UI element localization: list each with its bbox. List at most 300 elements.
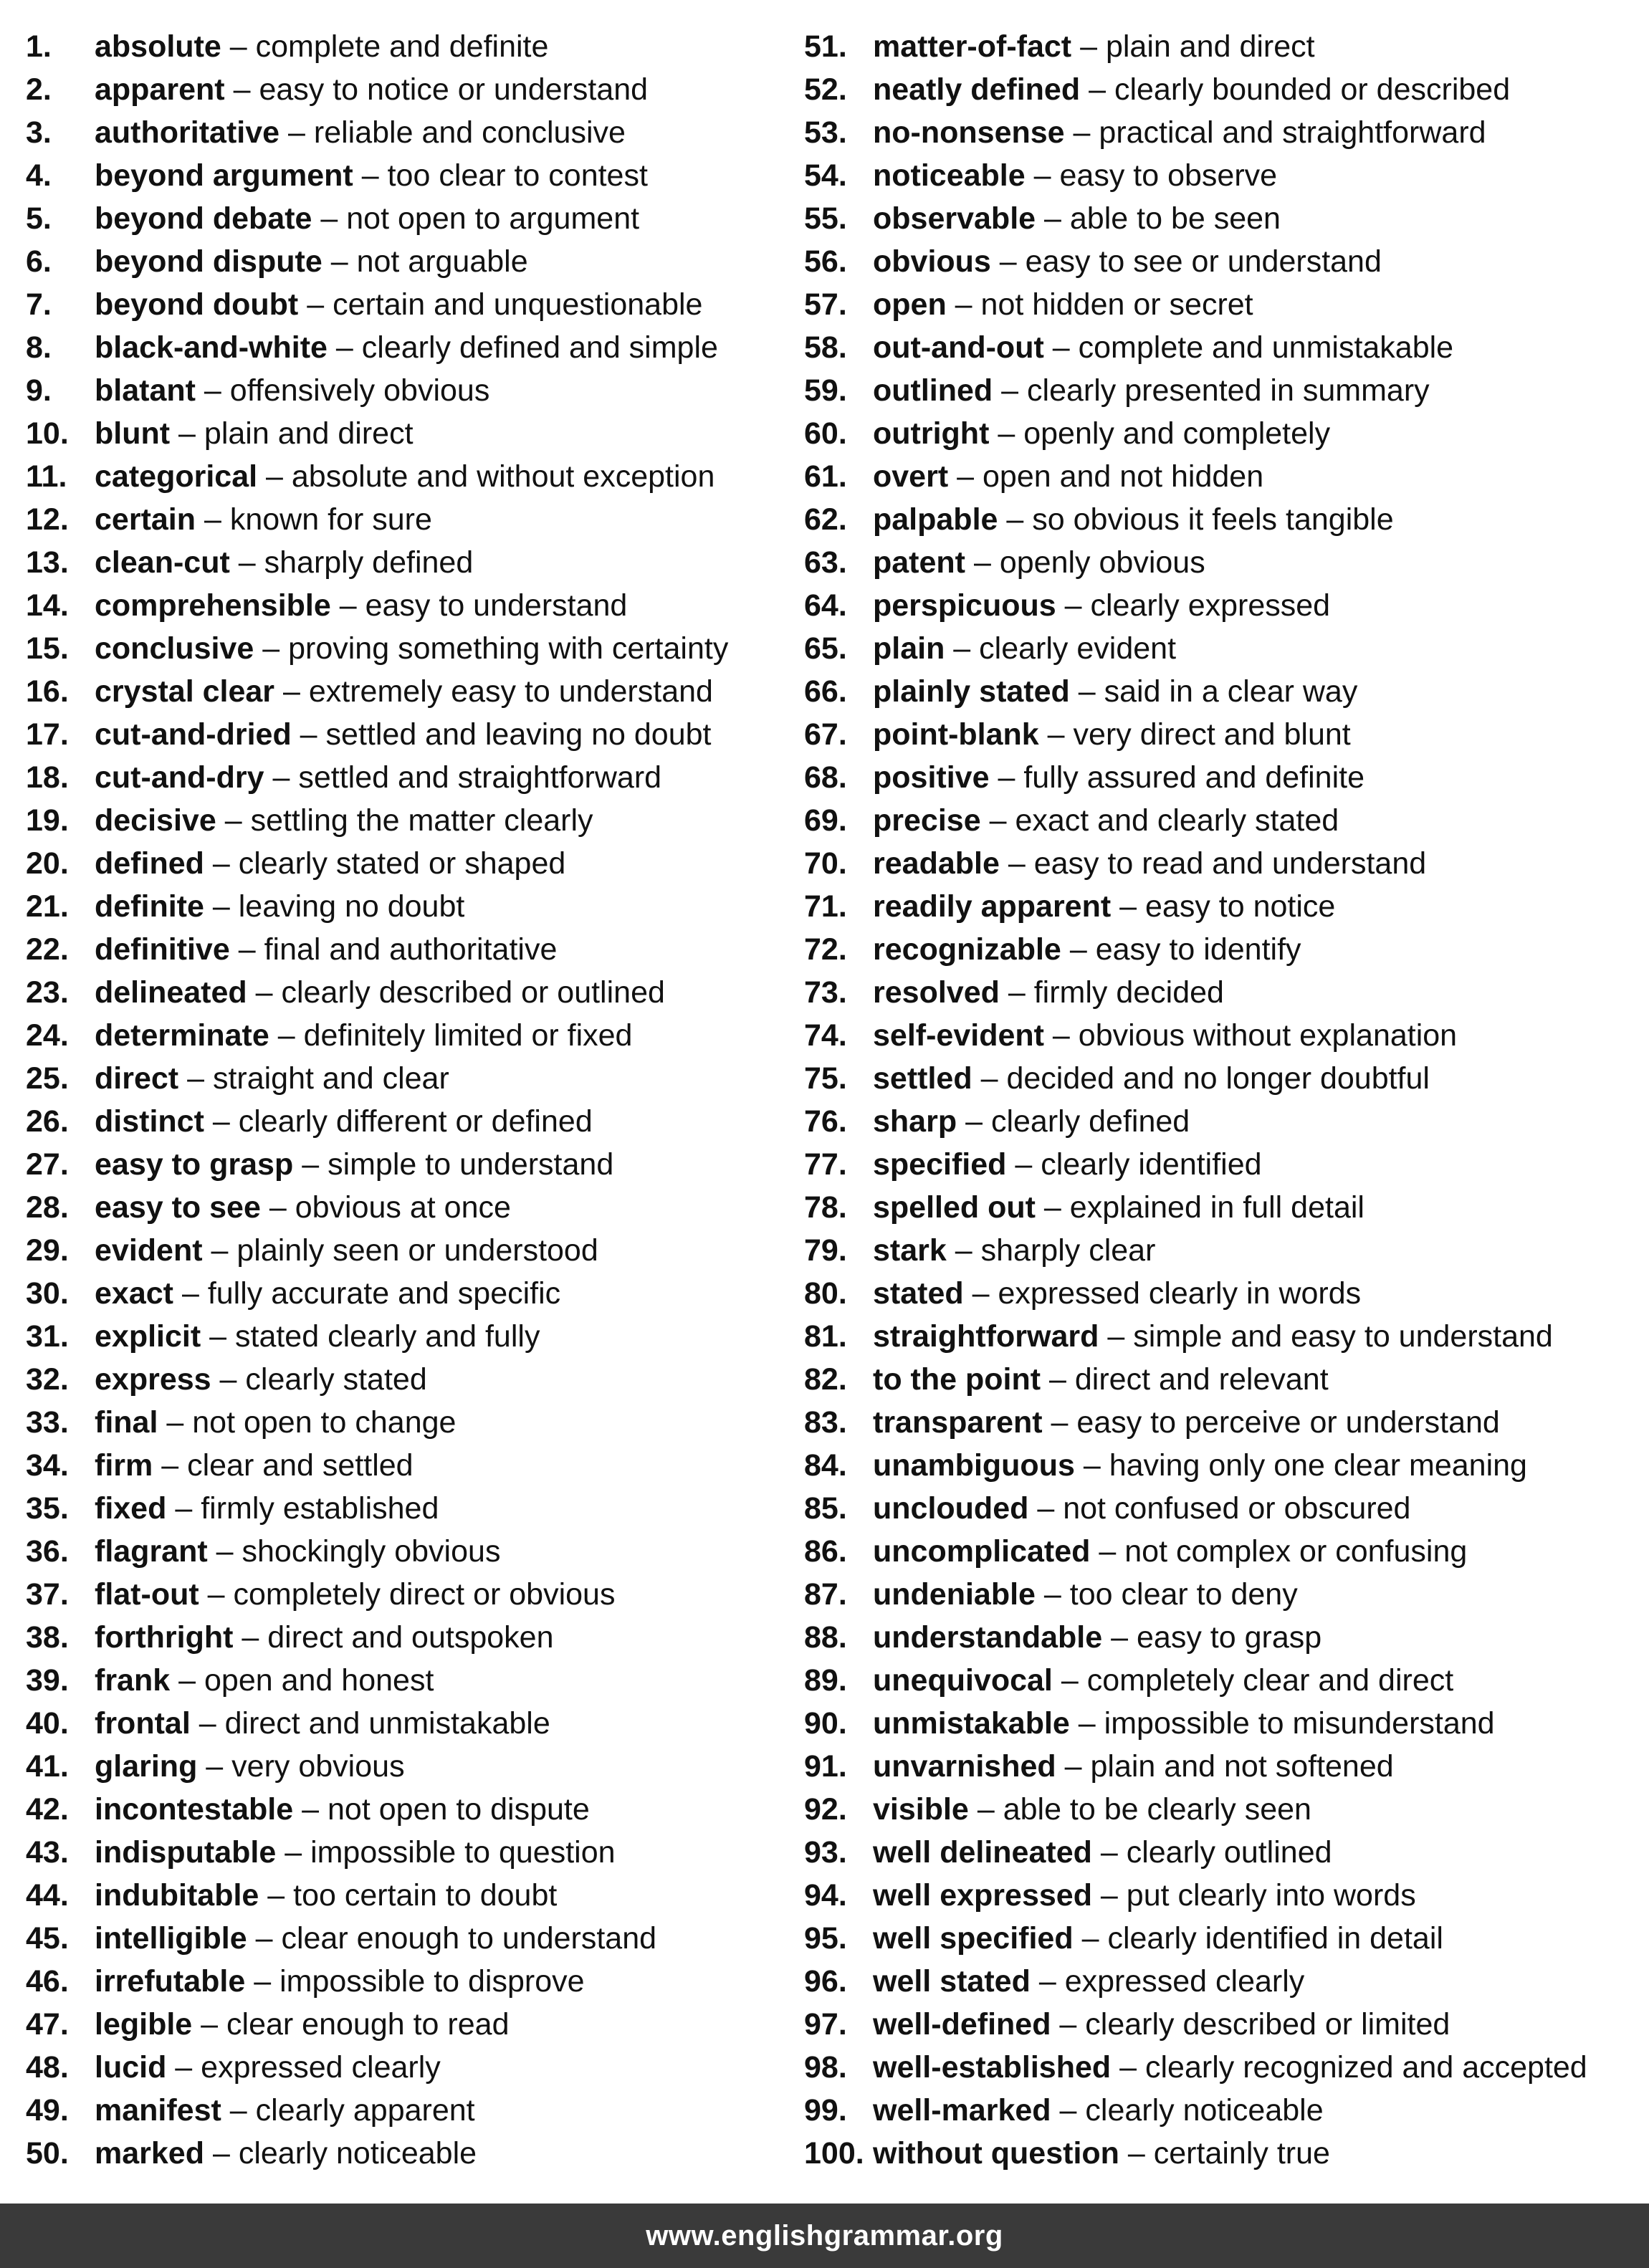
item-number: 8. xyxy=(26,330,52,365)
item-definition: easy to notice or understand xyxy=(259,72,649,107)
item-word: transparent xyxy=(873,1405,1043,1440)
list-item xyxy=(26,1659,785,1702)
item-word: well specified xyxy=(873,1921,1074,1956)
item-separator: – xyxy=(1081,1921,1099,1956)
item-definition: clearly stated xyxy=(245,1362,427,1397)
list-item xyxy=(26,412,785,455)
item-word: express xyxy=(95,1362,211,1397)
item-number: 20. xyxy=(26,846,69,881)
item-word: plain xyxy=(873,631,945,666)
item-word: definite xyxy=(95,889,204,924)
item-separator: – xyxy=(211,1233,229,1268)
item-separator: – xyxy=(212,2136,230,2171)
item-separator: – xyxy=(175,2050,193,2085)
item-number: 46. xyxy=(26,1964,69,1999)
item-definition: leaving no doubt xyxy=(238,889,465,924)
item-word: well-marked xyxy=(873,2093,1051,2128)
list-item xyxy=(26,326,785,369)
list-item xyxy=(804,1401,1643,1444)
item-number: 47. xyxy=(26,2007,69,2042)
item-number: 100. xyxy=(804,2136,864,2171)
list-item xyxy=(804,154,1643,197)
item-number: 10. xyxy=(26,416,69,451)
item-separator: – xyxy=(965,1104,983,1139)
list-item xyxy=(804,2089,1643,2132)
item-separator: – xyxy=(999,244,1017,279)
list-item xyxy=(26,971,785,1014)
list-item xyxy=(26,584,785,627)
item-separator: – xyxy=(980,1061,998,1096)
item-word: well-defined xyxy=(873,2007,1051,2042)
item-number: 96. xyxy=(804,1964,847,1999)
item-definition: plain and direct xyxy=(204,416,414,451)
item-word: definitive xyxy=(95,932,230,967)
list-item xyxy=(804,627,1643,670)
item-separator: – xyxy=(1008,846,1026,881)
item-definition: openly obvious xyxy=(999,545,1205,580)
item-word: unequivocal xyxy=(873,1663,1053,1698)
item-definition: easy to observe xyxy=(1059,158,1278,193)
item-definition: plain and direct xyxy=(1105,29,1315,64)
item-definition: said in a clear way xyxy=(1104,674,1358,709)
item-definition: final and authoritative xyxy=(264,932,558,967)
item-word: authoritative xyxy=(95,115,280,150)
list-item xyxy=(804,1229,1643,1272)
item-definition: clearly defined and simple xyxy=(361,330,718,365)
item-word: self-evident xyxy=(873,1018,1044,1053)
item-separator: – xyxy=(1059,2007,1077,2042)
item-word: well delineated xyxy=(873,1835,1092,1870)
item-separator: – xyxy=(1001,373,1019,408)
list-item xyxy=(26,713,785,756)
item-definition: obvious without explanation xyxy=(1078,1018,1458,1053)
item-definition: certainly true xyxy=(1153,2136,1330,2171)
item-separator: – xyxy=(1051,1405,1069,1440)
item-number: 65. xyxy=(804,631,847,666)
item-word: comprehensible xyxy=(95,588,331,623)
item-number: 13. xyxy=(26,545,69,580)
item-word: blunt xyxy=(95,416,171,451)
footer-bar xyxy=(0,2204,1649,2268)
item-definition: clearly expressed xyxy=(1090,588,1331,623)
item-word: well-established xyxy=(873,2050,1112,2085)
item-word: frontal xyxy=(95,1706,191,1741)
item-word: unclouded xyxy=(873,1491,1029,1526)
item-number: 60. xyxy=(804,416,847,451)
item-number: 12. xyxy=(26,502,69,537)
item-number: 85. xyxy=(804,1491,847,1526)
list-item xyxy=(804,1444,1643,1487)
item-word: black-and-white xyxy=(95,330,328,365)
item-separator: – xyxy=(267,1878,285,1913)
item-number: 84. xyxy=(804,1448,847,1483)
item-separator: – xyxy=(1107,1319,1125,1354)
item-word: crystal clear xyxy=(95,674,275,709)
item-definition: clearly bounded or described xyxy=(1114,72,1511,107)
item-word: evident xyxy=(95,1233,203,1268)
item-number: 77. xyxy=(804,1147,847,1182)
item-number: 91. xyxy=(804,1749,847,1784)
item-definition: clearly described or limited xyxy=(1085,2007,1450,2042)
item-separator: – xyxy=(1069,932,1087,967)
item-separator: – xyxy=(255,975,273,1010)
item-number: 58. xyxy=(804,330,847,365)
item-word: flagrant xyxy=(95,1534,208,1569)
item-word: determinate xyxy=(95,1018,269,1053)
item-definition: sharply clear xyxy=(980,1233,1156,1268)
item-separator: – xyxy=(1059,2093,1077,2128)
item-number: 38. xyxy=(26,1620,69,1655)
item-separator: – xyxy=(1049,1362,1066,1397)
item-definition: clearly different or defined xyxy=(238,1104,593,1139)
item-word: exact xyxy=(95,1276,173,1311)
item-word: open xyxy=(873,287,947,322)
list-item xyxy=(804,240,1643,283)
item-definition: absolute and without exception xyxy=(291,459,715,494)
list-item xyxy=(804,799,1643,842)
item-word: no-nonsense xyxy=(873,115,1065,150)
item-definition: able to be seen xyxy=(1069,201,1281,236)
item-word: neatly defined xyxy=(873,72,1081,107)
item-separator: – xyxy=(181,1276,199,1311)
item-separator: – xyxy=(1061,1663,1079,1698)
list-item xyxy=(26,1229,785,1272)
list-item xyxy=(804,326,1643,369)
item-definition: clearly identified in detail xyxy=(1107,1921,1443,1956)
item-separator: – xyxy=(1044,201,1061,236)
item-separator: – xyxy=(998,760,1015,795)
list-item xyxy=(804,1917,1643,1960)
list-item xyxy=(804,1487,1643,1530)
item-word: indisputable xyxy=(95,1835,277,1870)
item-separator: – xyxy=(212,889,230,924)
list-item xyxy=(804,1745,1643,1788)
item-word: fixed xyxy=(95,1491,167,1526)
list-item xyxy=(26,1487,785,1530)
item-separator: – xyxy=(224,803,242,838)
list-item xyxy=(26,1530,785,1573)
item-word: cut-and-dry xyxy=(95,760,264,795)
item-number: 73. xyxy=(804,975,847,1010)
item-definition: settled and straightforward xyxy=(298,760,662,795)
item-definition: not hidden or secret xyxy=(980,287,1253,322)
item-separator: – xyxy=(1111,1620,1129,1655)
item-definition: easy to grasp xyxy=(1137,1620,1322,1655)
item-separator: – xyxy=(1052,330,1070,365)
item-definition: open and not hidden xyxy=(982,459,1264,494)
item-separator: – xyxy=(300,717,317,752)
list-item xyxy=(804,369,1643,412)
list-item xyxy=(804,2046,1643,2089)
item-definition: easy to understand xyxy=(365,588,628,623)
list-item xyxy=(804,971,1643,1014)
item-number: 97. xyxy=(804,2007,847,2042)
item-separator: – xyxy=(178,416,196,451)
item-number: 69. xyxy=(804,803,847,838)
item-definition: so obvious it feels tangible xyxy=(1032,502,1394,537)
list-item xyxy=(26,1358,785,1401)
item-definition: settling the matter clearly xyxy=(250,803,593,838)
item-number: 55. xyxy=(804,201,847,236)
item-definition: clear and settled xyxy=(187,1448,414,1483)
item-separator: – xyxy=(1038,1964,1056,1999)
item-definition: expressed clearly xyxy=(201,2050,441,2085)
item-word: direct xyxy=(95,1061,179,1096)
item-definition: having only one clear meaning xyxy=(1109,1448,1527,1483)
item-number: 74. xyxy=(804,1018,847,1053)
item-number: 19. xyxy=(26,803,69,838)
item-definition: reliable and conclusive xyxy=(313,115,626,150)
list-item xyxy=(26,1702,785,1745)
item-number: 88. xyxy=(804,1620,847,1655)
item-definition: exact and clearly stated xyxy=(1015,803,1339,838)
item-word: absolute xyxy=(95,29,221,64)
item-definition: sharply defined xyxy=(264,545,474,580)
item-definition: clearly stated or shaped xyxy=(238,846,566,881)
item-definition: impossible to disprove xyxy=(279,1964,585,1999)
item-number: 1. xyxy=(26,29,52,64)
item-number: 30. xyxy=(26,1276,69,1311)
item-number: 98. xyxy=(804,2050,847,2085)
item-definition: open and honest xyxy=(204,1663,434,1698)
item-definition: completely direct or obvious xyxy=(233,1577,616,1612)
item-word: to the point xyxy=(873,1362,1041,1397)
item-separator: – xyxy=(339,588,357,623)
item-number: 83. xyxy=(804,1405,847,1440)
item-number: 15. xyxy=(26,631,69,666)
item-word: visible xyxy=(873,1792,969,1827)
item-separator: – xyxy=(307,287,325,322)
item-separator: – xyxy=(1008,975,1026,1010)
item-definition: extremely easy to understand xyxy=(308,674,713,709)
item-definition: proving something with certainty xyxy=(288,631,729,666)
item-separator: – xyxy=(277,1018,295,1053)
item-definition: fully assured and definite xyxy=(1023,760,1365,795)
item-definition: settled and leaving no doubt xyxy=(325,717,712,752)
item-definition: firmly established xyxy=(201,1491,439,1526)
item-number: 59. xyxy=(804,373,847,408)
item-definition: easy to see or understand xyxy=(1025,244,1382,279)
item-number: 52. xyxy=(804,72,847,107)
item-number: 89. xyxy=(804,1663,847,1698)
item-number: 23. xyxy=(26,975,69,1010)
list-item xyxy=(26,1186,785,1229)
item-separator: – xyxy=(178,1663,196,1698)
item-definition: direct and relevant xyxy=(1074,1362,1329,1397)
item-definition: easy to read and understand xyxy=(1033,846,1427,881)
item-separator: – xyxy=(204,373,221,408)
item-word: incontestable xyxy=(95,1792,294,1827)
item-separator: – xyxy=(1037,1491,1055,1526)
item-separator: – xyxy=(1033,158,1051,193)
item-number: 39. xyxy=(26,1663,69,1698)
item-number: 36. xyxy=(26,1534,69,1569)
list-item xyxy=(26,2046,785,2089)
list-item xyxy=(26,111,785,154)
item-number: 26. xyxy=(26,1104,69,1139)
list-item xyxy=(804,584,1643,627)
item-word: categorical xyxy=(95,459,258,494)
item-separator: – xyxy=(977,1792,995,1827)
item-number: 92. xyxy=(804,1792,847,1827)
item-separator: – xyxy=(166,1405,184,1440)
item-definition: clearly evident xyxy=(979,631,1177,666)
list-item xyxy=(26,1315,785,1358)
item-separator: – xyxy=(1089,72,1106,107)
item-number: 51. xyxy=(804,29,847,64)
item-word: blatant xyxy=(95,373,196,408)
list-item xyxy=(804,756,1643,799)
list-item xyxy=(804,111,1643,154)
item-separator: – xyxy=(973,545,991,580)
item-word: plainly stated xyxy=(873,674,1070,709)
list-item xyxy=(26,885,785,928)
item-word: without question xyxy=(873,2136,1119,2171)
list-item xyxy=(26,154,785,197)
item-separator: – xyxy=(269,1190,287,1225)
item-word: defined xyxy=(95,846,204,881)
list-item xyxy=(804,1272,1643,1315)
list-item xyxy=(26,1788,785,1831)
item-word: beyond argument xyxy=(95,158,353,193)
item-definition: clearly apparent xyxy=(255,2093,475,2128)
list-item xyxy=(804,670,1643,713)
item-number: 3. xyxy=(26,115,52,150)
item-separator: – xyxy=(330,244,348,279)
list-item xyxy=(804,1358,1643,1401)
item-word: unmistakable xyxy=(873,1706,1070,1741)
item-word: perspicuous xyxy=(873,588,1056,623)
list-item xyxy=(804,1573,1643,1616)
list-item xyxy=(804,1831,1643,1874)
item-separator: – xyxy=(1080,29,1098,64)
list-item xyxy=(804,1788,1643,1831)
item-separator: – xyxy=(255,1921,273,1956)
item-separator: – xyxy=(238,545,256,580)
list-item xyxy=(804,2003,1643,2046)
item-number: 34. xyxy=(26,1448,69,1483)
list-item xyxy=(26,1874,785,1917)
list-item xyxy=(26,240,785,283)
item-definition: explained in full detail xyxy=(1069,1190,1364,1225)
item-definition: definitely limited or fixed xyxy=(303,1018,633,1053)
item-word: specified xyxy=(873,1147,1007,1182)
item-definition: expressed clearly xyxy=(1064,1964,1305,1999)
item-number: 45. xyxy=(26,1921,69,1956)
item-word: obvious xyxy=(873,244,991,279)
item-number: 35. xyxy=(26,1491,69,1526)
item-word: matter-of-fact xyxy=(873,29,1072,64)
item-separator: – xyxy=(302,1792,320,1827)
item-separator: – xyxy=(1127,2136,1145,2171)
item-separator: – xyxy=(1099,1534,1117,1569)
item-number: 87. xyxy=(804,1577,847,1612)
item-separator: – xyxy=(219,1362,237,1397)
item-separator: – xyxy=(955,1233,972,1268)
item-separator: – xyxy=(1100,1878,1118,1913)
item-number: 76. xyxy=(804,1104,847,1139)
item-separator: – xyxy=(209,1319,227,1354)
item-number: 16. xyxy=(26,674,69,709)
item-word: legible xyxy=(95,2007,193,2042)
item-separator: – xyxy=(212,846,230,881)
item-separator: – xyxy=(957,459,975,494)
list-item xyxy=(804,1616,1643,1659)
item-number: 93. xyxy=(804,1835,847,1870)
item-definition: easy to identify xyxy=(1095,932,1301,967)
item-number: 56. xyxy=(804,244,847,279)
list-item xyxy=(804,885,1643,928)
item-definition: certain and unquestionable xyxy=(333,287,703,322)
item-separator: – xyxy=(953,631,971,666)
item-word: sharp xyxy=(873,1104,957,1139)
item-number: 50. xyxy=(26,2136,69,2171)
list-item xyxy=(804,2132,1643,2175)
list-item xyxy=(804,842,1643,885)
item-number: 14. xyxy=(26,588,69,623)
list-item xyxy=(26,756,785,799)
item-number: 82. xyxy=(804,1362,847,1397)
item-separator: – xyxy=(320,201,338,236)
list-item xyxy=(804,1014,1643,1057)
list-item xyxy=(804,498,1643,541)
item-number: 22. xyxy=(26,932,69,967)
item-number: 7. xyxy=(26,287,52,322)
item-word: readily apparent xyxy=(873,889,1112,924)
item-number: 86. xyxy=(804,1534,847,1569)
item-definition: practical and straightforward xyxy=(1099,115,1486,150)
item-number: 33. xyxy=(26,1405,69,1440)
item-number: 18. xyxy=(26,760,69,795)
item-number: 57. xyxy=(804,287,847,322)
list-item xyxy=(26,1917,785,1960)
list-item xyxy=(804,68,1643,111)
item-separator: – xyxy=(1006,502,1024,537)
word-list-right-column xyxy=(804,25,1643,2175)
item-number: 95. xyxy=(804,1921,847,1956)
list-item xyxy=(26,928,785,971)
item-separator: – xyxy=(989,803,1007,838)
item-separator: – xyxy=(272,760,290,795)
list-item xyxy=(804,1659,1643,1702)
item-word: unambiguous xyxy=(873,1448,1075,1483)
item-definition: straight and clear xyxy=(212,1061,449,1096)
item-number: 54. xyxy=(804,158,847,193)
item-separator: – xyxy=(161,1448,179,1483)
list-item xyxy=(804,412,1643,455)
item-word: spelled out xyxy=(873,1190,1036,1225)
item-word: settled xyxy=(873,1061,972,1096)
footer-website-url[interactable]: www.englishgrammar.org xyxy=(646,2219,1003,2252)
item-separator: – xyxy=(361,158,379,193)
item-word: point-blank xyxy=(873,717,1039,752)
item-definition: completely clear and direct xyxy=(1086,1663,1454,1698)
list-item xyxy=(26,799,785,842)
item-word: beyond dispute xyxy=(95,244,322,279)
item-number: 68. xyxy=(804,760,847,795)
list-item xyxy=(26,842,785,885)
item-definition: too certain to doubt xyxy=(293,1878,558,1913)
item-separator: – xyxy=(1052,1018,1070,1053)
item-separator: – xyxy=(282,674,300,709)
item-word: noticeable xyxy=(873,158,1026,193)
item-number: 79. xyxy=(804,1233,847,1268)
item-number: 66. xyxy=(804,674,847,709)
item-number: 44. xyxy=(26,1878,69,1913)
list-item xyxy=(26,1745,785,1788)
item-word: outlined xyxy=(873,373,993,408)
item-definition: not open to dispute xyxy=(328,1792,590,1827)
